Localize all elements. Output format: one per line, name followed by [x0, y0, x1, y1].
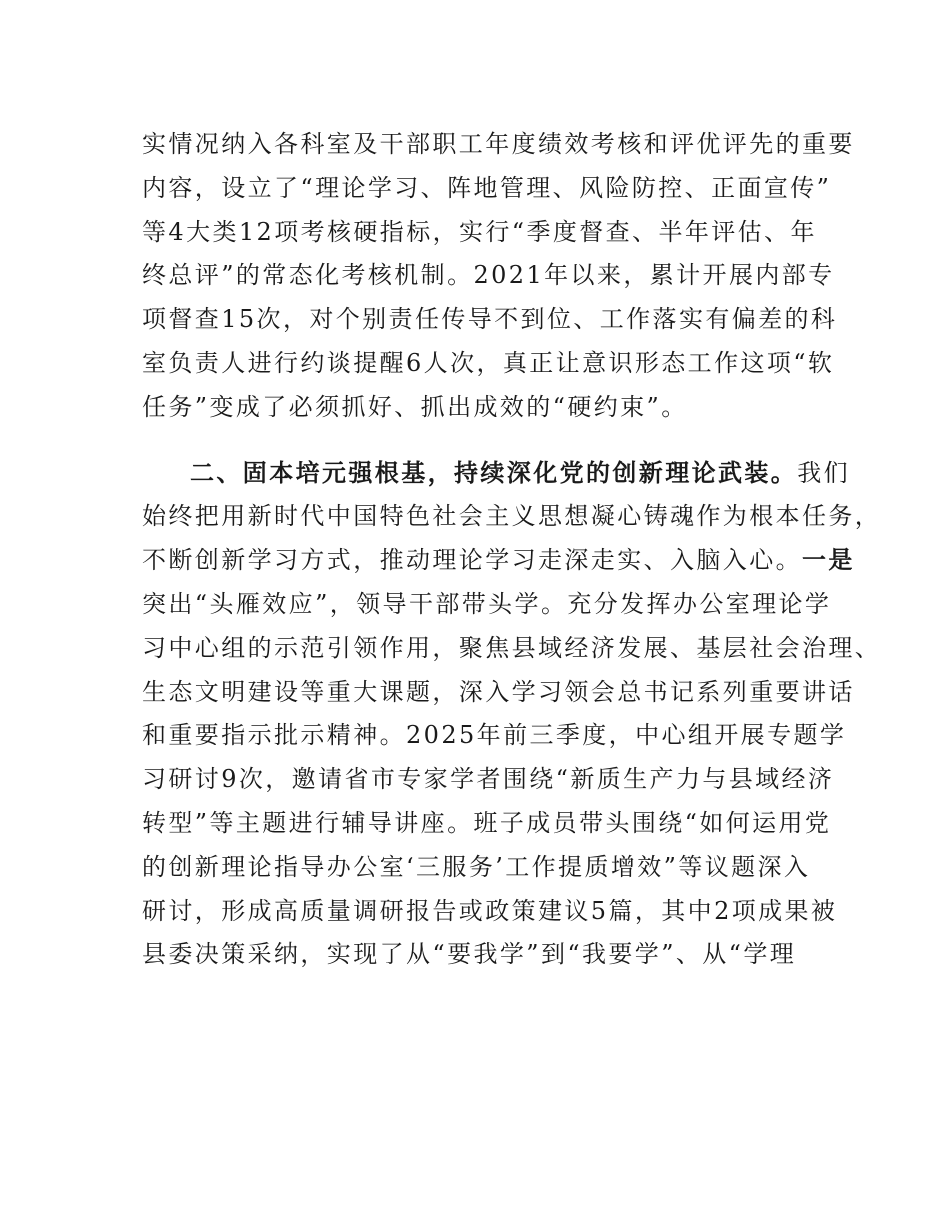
text-line: 实情况纳入各科室及干部职工年度绩效考核和评优评先的重要: [142, 130, 855, 158]
text-line: 内容，设立了“理论学习、阵地管理、风险防控、正面宣传”: [142, 173, 832, 202]
text-line: 突出“头雁效应”，领导干部带头学。充分发挥办公室理论学: [142, 589, 832, 618]
text-line: 始终把用新时代中国特色社会主义思想凝心铸魂作为根本任务，: [142, 502, 882, 531]
text-line: 的创新理论指导办公室‘三服务’工作提质增效”等议题深入: [142, 852, 811, 881]
text-line: 转型”等主题进行辅导讲座。班子成员带头围绕“如何运用党: [142, 808, 832, 837]
text-line: 县委决策采纳，实现了从“要我学”到“我要学”、从“学理: [142, 940, 797, 969]
text-line: [142, 539, 855, 583]
text-line: 习研讨9次，邀请省市专家学者围绕“新质生产力与县域经济: [142, 765, 835, 794]
text-span: 我们: [797, 458, 851, 487]
text-line: 习中心组的示范引领作用，聚焦县域经济发展、基层社会治理、: [142, 633, 882, 662]
body-text: [142, 123, 882, 977]
text-line: 终总评”的常态化考核机制。2021年以来，累计开展内部专: [142, 261, 835, 290]
paragraph-gap: [142, 430, 822, 452]
text-span: 不断创新学习方式，推动理论学习走深走实、入脑入心。: [142, 546, 802, 575]
text-line: 研讨，形成高质量调研报告或政策建议5篇，其中2项成果被: [142, 896, 838, 925]
bold-keyword: 一是: [802, 546, 855, 575]
text-line: 项督查15次，对个别责任传导不到位、工作落实有偏差的科: [142, 305, 838, 334]
text-line: 室负责人进行约谈提醒6人次，真正让意识形态工作这项“软: [142, 348, 835, 377]
section-heading: 二、固本培元强根基，持续深化党的创新理论武装。: [190, 458, 798, 487]
text-line: 生态文明建设等重大课题，深入学习领会总书记系列重要讲话: [142, 677, 855, 706]
text-line: 和重要指示批示精神。2025年前三季度，中心组开展专题学: [142, 721, 847, 750]
text-line: 等4大类12项考核硬指标，实行“季度督查、半年评估、年: [142, 217, 817, 246]
section-heading-line: [142, 452, 851, 496]
text-line: 任务”变成了必须抓好、抓出成效的“硬约束”。: [142, 392, 688, 421]
